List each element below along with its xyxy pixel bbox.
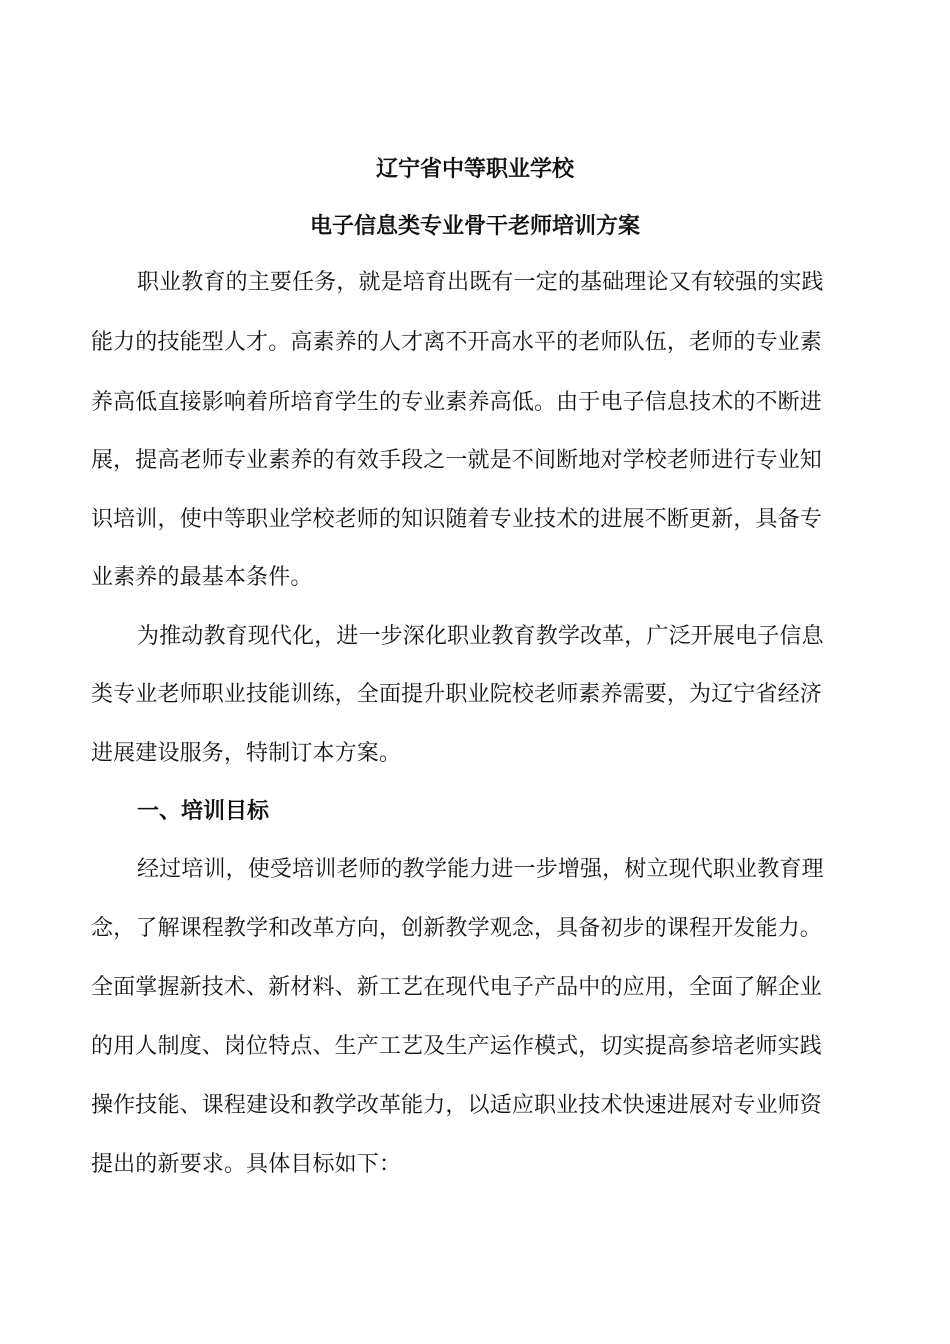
paragraph3-line: 念，了解课程教学和改革方向，创新教学观念，具备初步的课程开发能力。 <box>91 916 822 941</box>
paragraph2-line: 进展建设服务，特制订本方案。 <box>91 741 402 766</box>
paragraph1-line: 职业教育的主要任务，就是培育出既有一定的基础理论又有较强的实践 <box>137 270 824 295</box>
paragraph3-line: 全面掌握新技术、新材料、新工艺在现代电子产品中的应用，全面了解企业 <box>91 975 822 1000</box>
paragraph2-line: 类专业老师职业技能训练，全面提升职业院校老师素养需要，为辽宁省经济 <box>91 682 822 707</box>
paragraph1-line: 展，提高老师专业素养的有效手段之一就是不间断地对学校老师进行专业知 <box>91 448 822 473</box>
paragraph1-line: 识培训，使中等职业学校老师的知识随着专业技术的进展不断更新，具备专 <box>91 507 822 532</box>
paragraph1-line: 能力的技能型人才。高素养的人才离不开高水平的老师队伍，老师的专业素 <box>91 330 822 355</box>
paragraph3-line: 经过培训，使受培训老师的教学能力进一步增强，树立现代职业教育理 <box>137 857 824 882</box>
paragraph3-line: 操作技能、课程建设和教学改革能力，以适应职业技术快速进展对专业师资 <box>91 1093 822 1118</box>
section-heading: 一、培训目标 <box>137 799 270 824</box>
paragraph2-line: 为推动教育现代化，进一步深化职业教育教学改革，广泛开展电子信息 <box>137 624 824 649</box>
document-title-line2: 电子信息类专业骨干老师培训方案 <box>309 214 640 239</box>
document-title-line1: 辽宁省中等职业学校 <box>375 157 574 182</box>
paragraph3-line: 的用人制度、岗位特点、生产工艺及生产运作模式，切实提高参培老师实践 <box>91 1034 822 1059</box>
paragraph1-line: 业素养的最基本条件。 <box>91 565 313 590</box>
paragraph1-line: 养高低直接影响着所培育学生的专业素养高低。由于电子信息技术的不断进 <box>91 390 822 415</box>
paragraph3-line: 提出的新要求。具体目标如下： <box>91 1152 402 1177</box>
